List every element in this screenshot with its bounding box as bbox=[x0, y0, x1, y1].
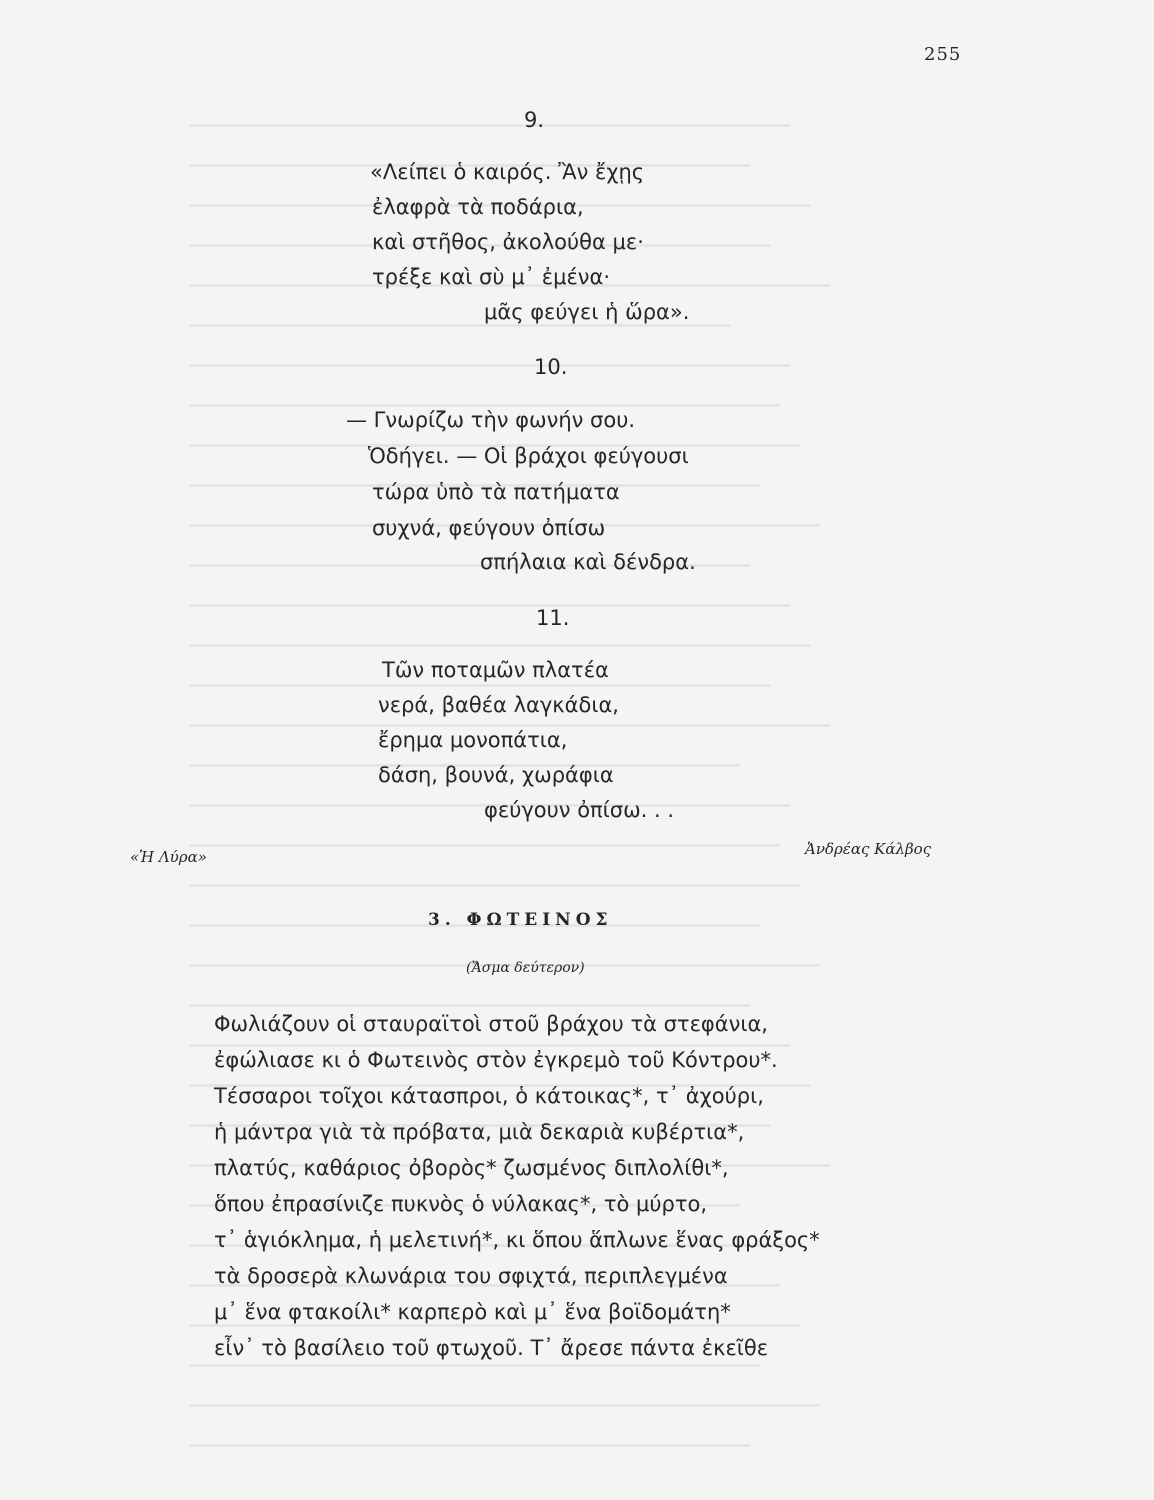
poem-line: νερά, βαθέα λαγκάδια, bbox=[378, 693, 619, 717]
poem-line: «Λείπει ὁ καιρός. Ἂν ἔχῃς bbox=[370, 160, 645, 184]
source-attribution: «Ἡ Λύρα» bbox=[130, 848, 207, 866]
poem-line: τ᾽ ἁγιόκλημα, ἡ μελετινή*, κι ὅπου ἅπλωνε ἕνας φράξος* bbox=[214, 1228, 820, 1252]
poem-line: τρέξε καὶ σὺ μ᾽ ἐμένα· bbox=[372, 265, 611, 289]
poem-line: φεύγουν ὀπίσω. . . bbox=[484, 798, 675, 822]
stanza-number-11: 11. bbox=[536, 606, 570, 630]
poem-line: ἔρημα μονοπάτια, bbox=[378, 728, 568, 752]
poem-line: δάση, βουνά, χωράφια bbox=[378, 763, 614, 787]
poem-line: συχνά, φεύγουν ὀπίσω bbox=[372, 516, 606, 540]
poem-line: πλατύς, καθάριος ὀβορὸς* ζωσμένος διπλολίθι*, bbox=[214, 1156, 729, 1180]
poem-line: Τῶν ποταμῶν πλατέα bbox=[382, 658, 609, 682]
poem-line: Ὁδήγει. — Οἱ βράχοι φεύγουσι bbox=[368, 444, 689, 468]
section-title: 3. ΦΩΤΕΙΝΟΣ bbox=[428, 910, 613, 930]
page-number: 255 bbox=[924, 44, 962, 65]
author-attribution: Ἀνδρέας Κάλβος bbox=[805, 840, 932, 858]
section-subtitle: (Ἄσμα δεύτερον) bbox=[466, 960, 585, 976]
poem-line: μ᾽ ἕνα φτακοίλι* καρπερὸ καὶ μ᾽ ἕνα βοϊδομάτη* bbox=[214, 1300, 731, 1324]
poem-line: ὅπου ἐπρασίνιζε πυκνὸς ὁ νύλακας*, τὸ μύρτο, bbox=[214, 1192, 708, 1216]
stanza-number-10: 10. bbox=[534, 355, 568, 379]
poem-line: ἡ μάντρα γιὰ τὰ πρόβατα, μιὰ δεκαριὰ κυβέρτια*, bbox=[214, 1120, 745, 1144]
poem-line: Φωλιάζουν οἱ σταυραϊτοὶ στοῦ βράχου τὰ στεφάνια, bbox=[214, 1012, 768, 1036]
poem-line: τώρα ὑπὸ τὰ πατήματα bbox=[372, 480, 620, 504]
stanza-number-9: 9. bbox=[524, 108, 545, 132]
poem-line: ἐφώλιασε κι ὁ Φωτεινὸς στὸν ἐγκρεμὸ τοῦ Κόντρου*. bbox=[214, 1048, 778, 1072]
poem-line: σπήλαια καὶ δένδρα. bbox=[480, 550, 696, 574]
poem-line: τὰ δροσερὰ κλωνάρια του σφιχτά, περιπλεγμένα bbox=[214, 1264, 728, 1288]
poem-line: — Γνωρίζω τὴν φωνήν σου. bbox=[346, 408, 636, 432]
poem-line: μᾶς φεύγει ἡ ὥρα». bbox=[484, 300, 690, 324]
poem-line: καὶ στῆθος, ἀκολούθα με· bbox=[372, 230, 644, 254]
poem-line: εἶν᾽ τὸ βασίλειο τοῦ φτωχοῦ. Τ᾽ ἄρεσε πάντα ἐκεῖθε bbox=[214, 1336, 769, 1360]
poem-line: Τέσσαροι τοῖχοι κάτασπροι, ὁ κάτοικας*, τ᾽ ἀχούρι, bbox=[214, 1084, 764, 1108]
poem-line: ἐλαφρὰ τὰ ποδάρια, bbox=[372, 195, 584, 219]
